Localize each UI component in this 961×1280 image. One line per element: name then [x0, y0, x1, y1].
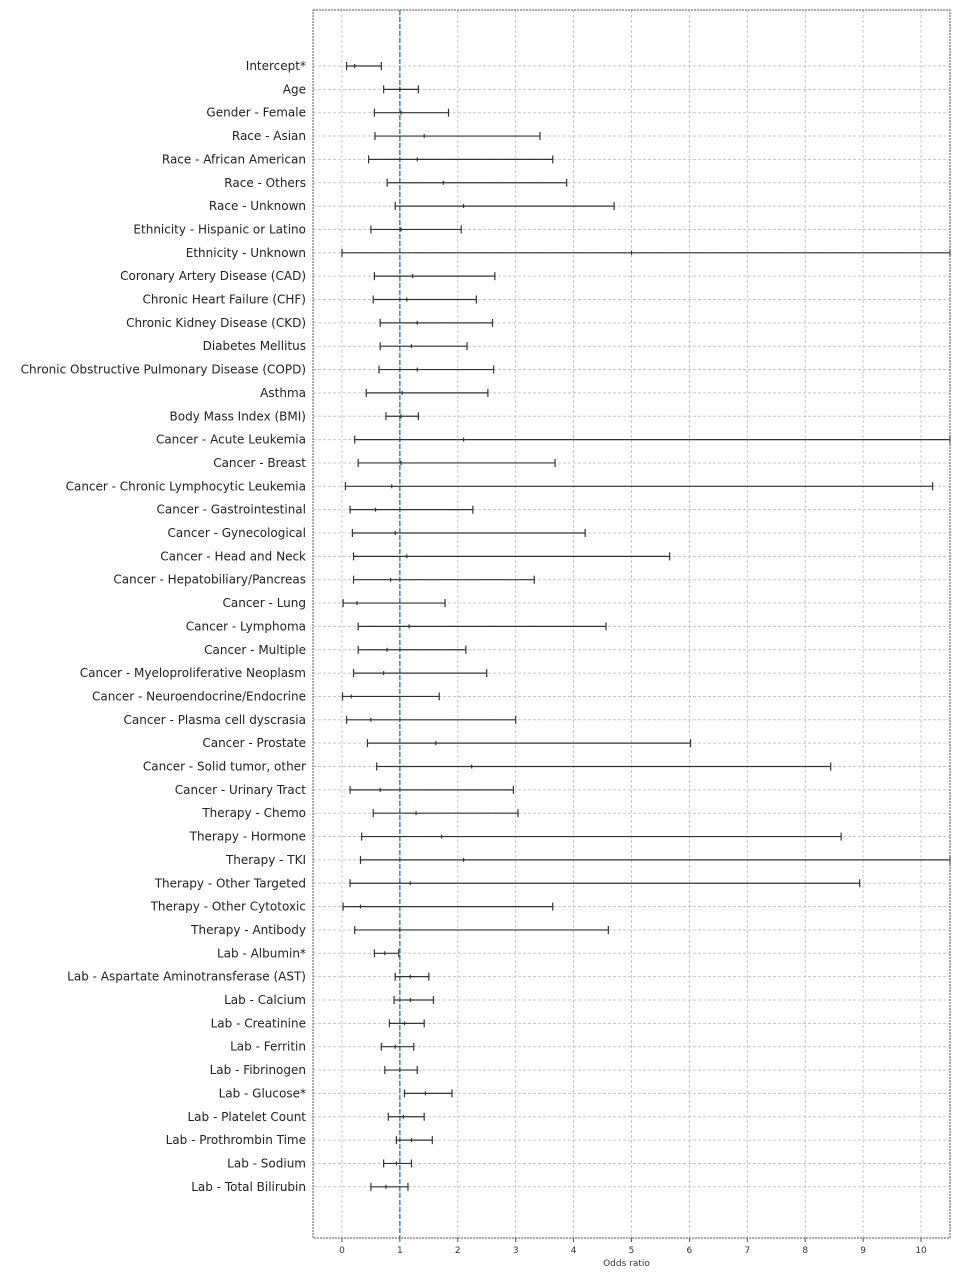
x-tick-label: 6 [686, 1246, 693, 1256]
category-label: Cancer - Prostate [202, 736, 306, 751]
category-label: Race - Asian [231, 129, 306, 144]
x-tick-label: 10 [915, 1246, 927, 1256]
category-label: Lab - Fibrinogen [209, 1063, 306, 1078]
category-label: Ethnicity - Hispanic or Latino [133, 222, 306, 237]
category-label: Lab - Calcium [224, 993, 306, 1007]
category-label: Cancer - Head and Neck [160, 549, 306, 564]
category-label: Cancer - Acute Leukemia [155, 432, 306, 447]
category-label: Therapy - Hormone [189, 829, 306, 844]
category-label: Lab - Prothrombin Time [165, 1133, 306, 1148]
category-label: Cancer - Myeloproliferative Neoplasm [79, 666, 306, 681]
category-label: Cancer - Urinary Tract [174, 782, 306, 797]
category-label: Cancer - Chronic Lymphocytic Leukemia [65, 479, 306, 494]
category-label: Lab - Sodium [227, 1156, 306, 1171]
category-label: Lab - Creatinine [210, 1016, 306, 1031]
category-label: Therapy - Antibody [191, 922, 306, 937]
category-label: Therapy - Other Targeted [154, 876, 306, 891]
x-tick-label: 5 [628, 1246, 635, 1256]
category-label: Cancer - Gastrointestinal [156, 502, 306, 517]
x-tick-label: 0 [339, 1246, 345, 1256]
plot-frame [313, 10, 950, 1238]
category-label: Therapy - Chemo [202, 806, 306, 821]
category-label: Age [282, 82, 306, 97]
category-labels [21, 59, 307, 1194]
x-tick-label: 4 [570, 1246, 577, 1256]
grid-lines [313, 10, 950, 1238]
category-label: Asthma [260, 385, 306, 400]
category-label: Cancer - Hepatobiliary/Pancreas [113, 572, 306, 587]
category-label: Chronic Kidney Disease (CKD) [126, 315, 306, 330]
category-label: Lab - Aspartate Aminotransferase (AST) [67, 969, 306, 984]
category-label: Cancer - Plasma cell dyscrasia [123, 712, 306, 727]
category-label: Cancer - Breast [213, 455, 306, 470]
x-tick-label: 2 [454, 1246, 461, 1256]
x-tick-label: 3 [512, 1246, 519, 1256]
x-tick-label: 9 [860, 1246, 867, 1256]
category-label: Cancer - Gynecological [167, 526, 306, 540]
category-label: Cancer - Neuroendocrine/Endocrine [91, 689, 306, 704]
category-label: Gender - Female [206, 105, 306, 120]
category-label: Therapy - Other Cytotoxic [150, 899, 306, 914]
x-axis-label: Odds ratio [603, 1259, 650, 1269]
x-tick-label: 1 [396, 1246, 403, 1256]
category-label: Lab - Albumin* [216, 946, 306, 961]
category-label: Therapy - TKI [225, 852, 306, 867]
category-label: Cancer - Solid tumor, other [142, 759, 306, 774]
category-label: Body Mass Index (BMI) [169, 409, 306, 424]
category-label: Lab - Ferritin [230, 1039, 306, 1054]
category-label: Lab - Total Bilirubin [191, 1179, 306, 1194]
category-label: Cancer - Lung [222, 596, 306, 611]
category-label: Race - African American [161, 152, 306, 167]
x-axis-ticks [339, 1238, 927, 1256]
category-label: Intercept* [245, 59, 306, 73]
category-label: Coronary Artery Disease (CAD) [120, 269, 306, 284]
category-label: Chronic Heart Failure (CHF) [142, 292, 306, 307]
category-label: Cancer - Lymphoma [185, 619, 306, 634]
category-label: Race - Others [224, 175, 306, 190]
category-label: Ethnicity - Unknown [185, 245, 306, 260]
x-tick-label: 8 [802, 1246, 809, 1256]
category-label: Lab - Platelet Count [187, 1109, 306, 1124]
category-label: Cancer - Multiple [204, 642, 306, 657]
x-tick-label: 7 [744, 1246, 751, 1256]
category-label: Race - Unknown [208, 199, 306, 214]
category-label: Chronic Obstructive Pulmonary Disease (COPD) [20, 362, 306, 377]
category-label: Diabetes Mellitus [202, 339, 306, 354]
category-label: Lab - Glucose* [218, 1086, 306, 1101]
